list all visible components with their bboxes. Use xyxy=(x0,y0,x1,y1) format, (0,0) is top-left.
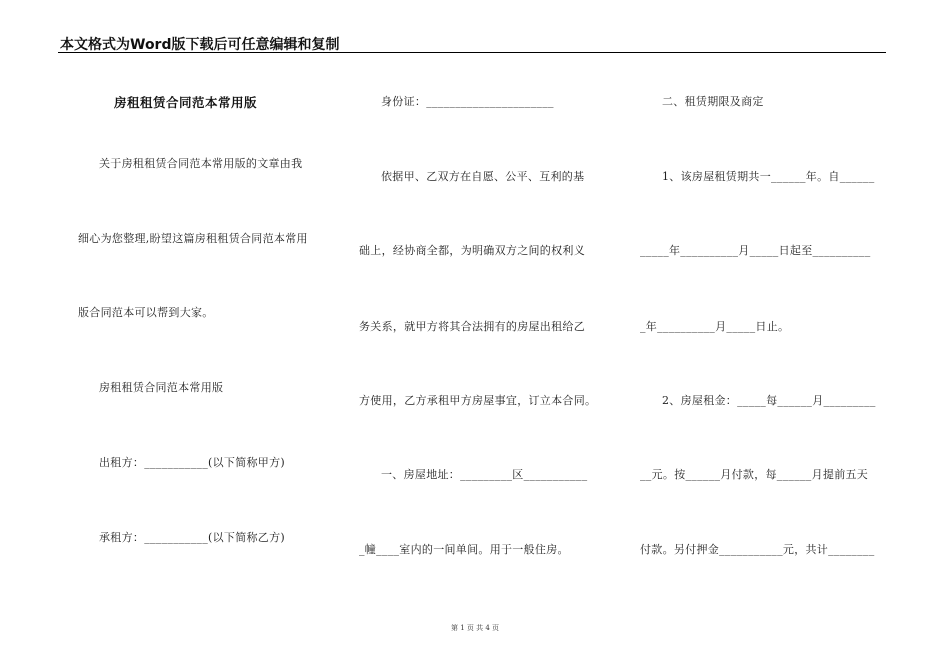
house-address-field: 一、房屋地址：_________区___________ xyxy=(381,468,588,481)
paragraph-line: 依据甲、乙双方在自愿、公平、互利的基 xyxy=(381,170,585,183)
lessee-field: 承租方：___________(以下简称乙方) xyxy=(99,531,285,544)
document-title: 房租租赁合同范本常用版 xyxy=(114,95,258,110)
rent-line: __元。按______月付款，每______月提前五天 xyxy=(640,468,869,481)
paragraph-line: 版合同范本可以帮到大家。 xyxy=(78,306,214,319)
paragraph-line: 方使用，乙方承租甲方房屋事宜，订立本合同。 xyxy=(359,394,597,407)
lease-term-line: 1、该房屋租赁期共一______年。自______ xyxy=(662,170,875,183)
section-heading: 房租租赁合同范本常用版 xyxy=(99,381,224,394)
paragraph-line: 细心为您整理,盼望这篇房租租赁合同范本常用 xyxy=(78,232,308,245)
rent-line: 2、房屋租金：_____每______月_________ xyxy=(662,394,876,407)
paragraph-line: 关于房租租赁合同范本常用版的文章由我 xyxy=(99,157,303,170)
id-card-field: 身份证：______________________ xyxy=(381,95,554,108)
lessor-field: 出租方：___________(以下简称甲方) xyxy=(99,456,285,469)
deposit-line: 付款。另付押金___________元，共计________ xyxy=(640,543,875,556)
paragraph-line: _幢____室内的一间单间。用于一般住房。 xyxy=(359,543,569,556)
page-header xyxy=(58,34,886,53)
section-heading: 二、租赁期限及商定 xyxy=(662,95,764,108)
paragraph-line: 务关系，就甲方将其合法拥有的房屋出租给乙 xyxy=(359,320,585,333)
paragraph-line: 础上，经协商全都，为明确双方之间的权利义 xyxy=(359,244,585,257)
lease-term-line: _年__________月_____日止。 xyxy=(640,320,790,333)
lease-term-line: _____年__________月_____日起至__________ xyxy=(640,244,871,257)
page-number: 第 1 页 共 4 页 xyxy=(450,624,500,632)
header-text: 本文格式为Word版下载后可任意编辑和复制 xyxy=(60,37,340,53)
